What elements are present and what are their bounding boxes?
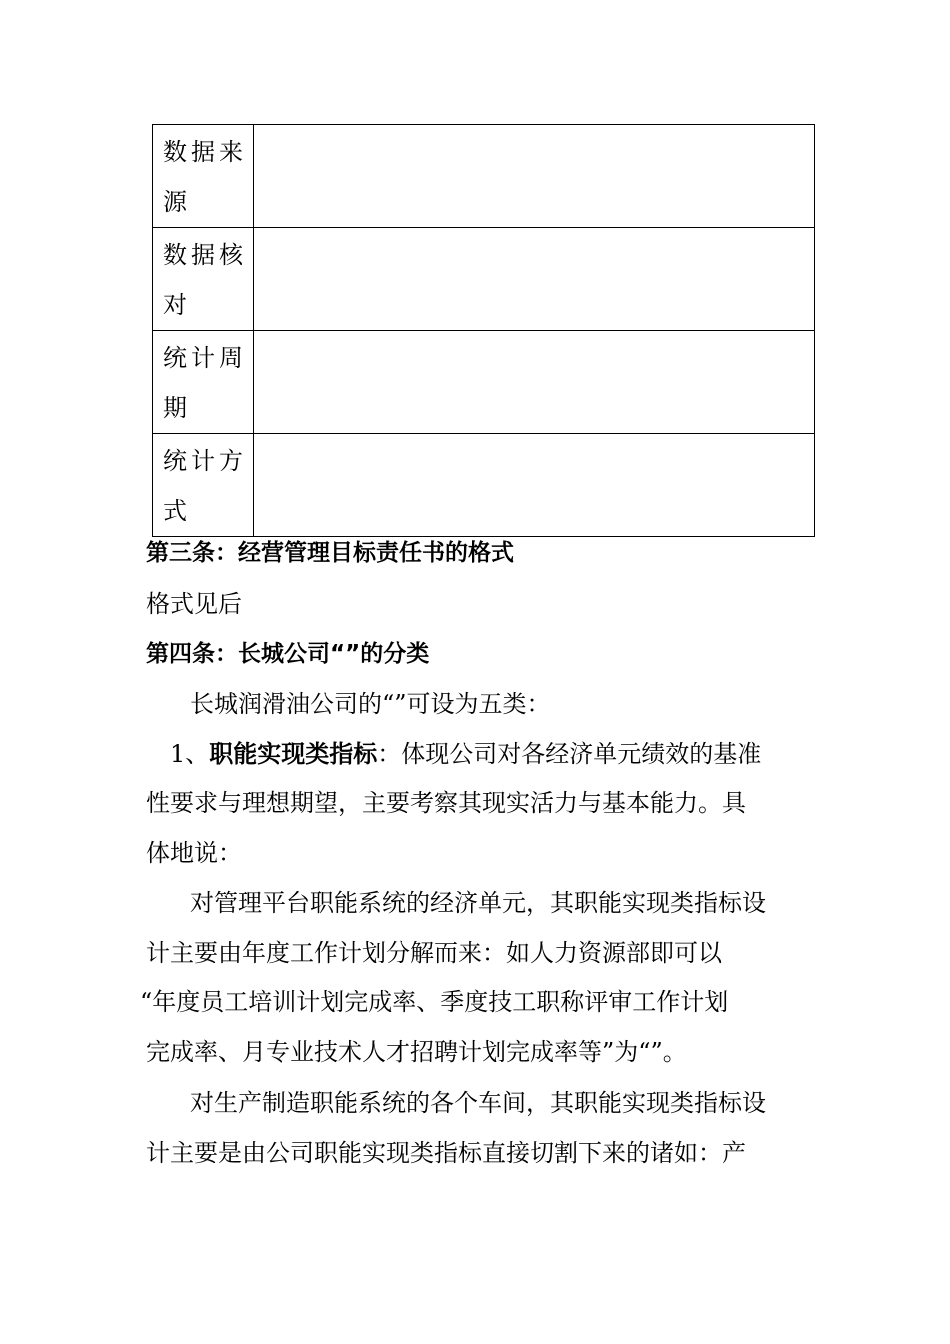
item1-line3: 体地说： bbox=[146, 839, 242, 867]
row-value-stat-method bbox=[254, 434, 815, 537]
article3-body: 格式见后 bbox=[146, 590, 242, 618]
item1-line2-end: 具 bbox=[722, 789, 746, 817]
row-label-data-check: 数据核对 bbox=[163, 241, 247, 319]
para-b-line1-text: 对 bbox=[190, 1089, 214, 1117]
article3-heading: 第三条：经营管理目标责任书的格式 bbox=[146, 540, 514, 566]
para-a-line3: “年度员工培训计划完成率、季度技工职称评审工作计划 bbox=[140, 988, 729, 1016]
item1-line1 bbox=[170, 739, 761, 769]
article4-intro: 长城润滑油公司的“”可设为五类： bbox=[190, 690, 551, 718]
para-a-line1-text: 对管理平台职能系统的经济单元，其 bbox=[190, 889, 574, 917]
indicator-table bbox=[152, 124, 815, 537]
table-row bbox=[153, 228, 815, 331]
item1-line2-emphasis: 主要考察其现实活力与基本能力。 bbox=[362, 789, 722, 817]
row-label-stat-period: 统计周期 bbox=[163, 344, 247, 422]
item1-title: 职能实现类指标 bbox=[209, 740, 378, 768]
row-label-data-source: 数据来源 bbox=[163, 138, 247, 216]
para-a-line2: 计主要由年度工作计划分解而来：如人力资源部即可以 bbox=[146, 939, 722, 967]
item1-number: 1、 bbox=[170, 740, 210, 768]
row-value-data-source bbox=[254, 125, 815, 228]
item1-line2-text: 性要求与理想期望， bbox=[146, 789, 362, 817]
table-row bbox=[153, 331, 815, 434]
para-b-line1 bbox=[190, 1088, 766, 1118]
row-value-stat-period bbox=[254, 331, 815, 434]
para-a-line4: 完成率、月专业技术人才招聘计划完成率等”为“”。 bbox=[146, 1038, 687, 1066]
row-value-data-check bbox=[254, 228, 815, 331]
item1-desc: ：体现公司对各经济单元绩效的基准 bbox=[377, 740, 762, 768]
para-a-line1 bbox=[190, 888, 766, 918]
table-row bbox=[153, 434, 815, 537]
article4-heading: 第四条：长城公司“”的分类 bbox=[146, 641, 430, 667]
item1-line2 bbox=[146, 788, 746, 818]
para-a-line1-emphasis: 职能实现类指标设 bbox=[574, 889, 766, 917]
para-b-line1-emphasis: 生产制造职能系统的各个车间，其职能实现类指标设 bbox=[214, 1089, 766, 1117]
para-b-line2: 计主要是由公司职能实现类指标直接切割下来的诸如：产 bbox=[146, 1139, 746, 1167]
row-label-stat-method: 统计方式 bbox=[163, 447, 247, 525]
table-row bbox=[153, 125, 815, 228]
